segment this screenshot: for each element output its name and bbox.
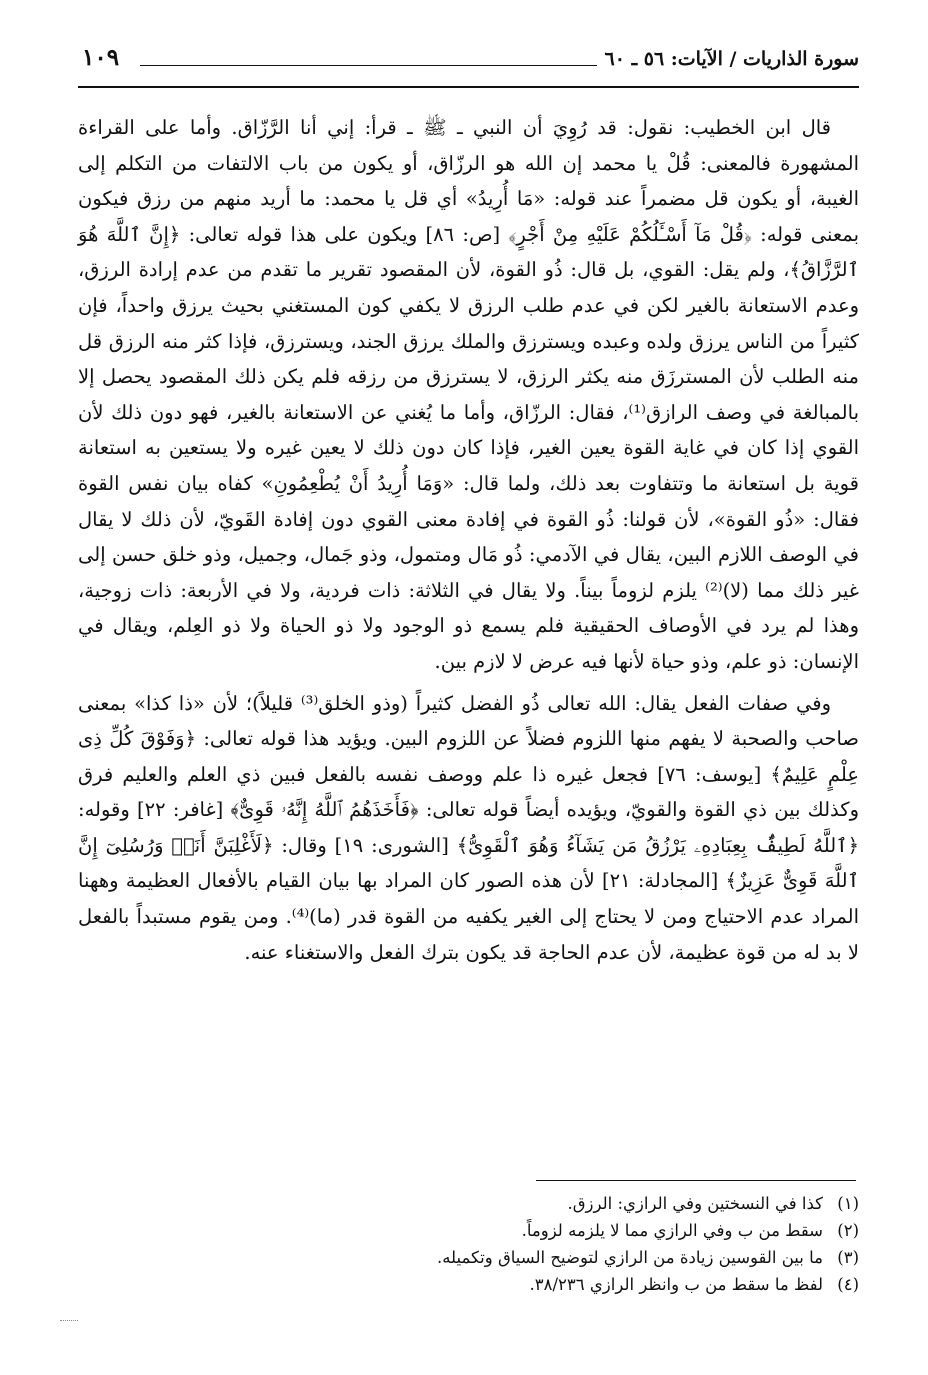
running-header (78, 40, 859, 88)
footnote-number: (٤) (837, 1275, 859, 1294)
footnote-text: كذا في النسختين وفي الرازي: الرزق. (567, 1194, 823, 1213)
footnote-text: سقط من ب وفي الرازي مما لا يلزمه لزوماً. (521, 1221, 823, 1240)
footnote-number: (١) (837, 1194, 859, 1213)
page-number: ١٠٩ (82, 44, 120, 71)
footnotes (78, 1190, 859, 1298)
footnote-item (78, 1190, 859, 1217)
footnote-text: لفظ ما سقط من ب وانظر الرازي ٣٨/٢٣٦. (529, 1275, 823, 1294)
paragraph: وفي صفات الفعل يقال: الله تعالى ذُو الفضل كثيراً (وذو الخلق⁽³⁾ قليلاً)؛ لأن «ذا كذا» بمعنى صاحب والصحبة لا يفهم منها اللزوم فضلاً عن اللزوم البين. ويؤيد هذا قوله تعالى: ﴿وَفَوْقَ كُلِّ ذِى عِلْمٍ عَلِيمٌ﴾ [يوسف: ٧٦] فجعل غيره ذا علم ووصف نفسه بالفعل فبين ذي العلم والعليم فرق وكذلك بين ذي القوة والقويّ، ويؤيده أيضاً قوله تعالى: ﴿فَأَخَذَهُمُ ٱللَّهُ إِنَّهُۥ قَوِىٌّ﴾ [غافر: ٢٢] وقوله: ﴿ٱللَّهُ لَطِيفٌۢ بِعِبَادِهِۦ يَرْزُقُ مَن يَشَآءُ وَهُوَ ٱلْقَوِىُّ﴾ [الشورى: ١٩] وقال: ﴿لَأَغْلِبَنَّ أَنَا۠ وَرُسُلِىٓ إِنَّ ٱللَّهَ قَوِىٌّ عَزِيزٌ﴾ [المجادلة: ٢١] لأن هذه الصور كان المراد بها بيان القيام بالأفعال العظيمة وههنا المراد عدم الاحتياج ومن لا يحتاج إلى الغير يكفيه من القوة قدر (ما)⁽⁴⁾. ومن يقوم مستبداً بالفعل لا بد له من قوة عظيمة، لأن عدم الحاجة قد يكون بترك الفعل والاستغناء عنه. (78, 691, 859, 964)
chapter-title: سورة الذاريات / الآيات: ٥٦ ـ ٦٠ (604, 48, 859, 70)
footnote-item (78, 1244, 859, 1271)
footnote-divider (536, 1180, 856, 1181)
header-rule (140, 65, 597, 66)
main-text (78, 110, 859, 970)
scan-mark (60, 1320, 78, 1321)
paragraph: قال ابن الخطيب: نقول: قد رُوِيَ أن النبي ـ ﷺ ـ قرأ: إني أنا الرَّزّاق. وأما على القراءة المشهورة فالمعنى: قُلْ يا محمد إن الله هو الرزّاق، أو يكون من باب الالتفات من التكلم إلى الغيبة، أو يكون قل مضمراً عند قوله: «مَا أُرِيدُ» أي قل يا محمد: ما أريد منهم من رزق فيكون بمعنى قوله: ﴿قُلْ مَآ أَسْـَٔلُكُمْ عَلَيْهِ مِنْ أَجْرٍ﴾ [ص: ٨٦] ويكون على هذا قوله تعالى: ﴿إِنَّ ٱللَّهَ هُوَ ٱلرَّزَّاقُ﴾، ولم يقل: القوي، بل قال: ذُو القوة، لأن المقصود تقرير ما تقدم من عدم إرادة الرزق، وعدم الاستعانة بالغير لكن في عدم طلب الرزق لا يكفي كون المستغني بحيث يرزق واحداً، فإن كثيراً من الناس يرزق ولده وعبده ويسترزق والملك يرزق الجند، ويسترزق، فإذا كثر منه الرزق قل منه الطلب لأن المسترزَق منه يكثر الرزق، لا يسترزق من رزقه فلم يكن ذلك المقصود يحصل إلا بالمبالغة في وصف الرازق⁽¹⁾، فقال: الرزّاق، وأما ما يُغني عن الاستعانة بالغير، فهو دون ذلك لأن القوي إذا كان في غاية القوة يعين الغير، فإذا كان دون ذلك لا يعين غيره ولا يستعين به استعانة قوية بل استعانة ما وتتفاوت بعد ذلك، ولما قال: «وَمَا أُرِيدُ أَنْ يُطْعِمُونِ» كفاه بيان نفس القوة فقال: «ذُو القوة»، لأن قولنا: ذُو القوة في إفادة معنى القوي دون إفادة القَويّ، لأن ذلك لا يقال في الوصف اللازم البين، يقال في الآدمي: ذُو مَال ومتمول، وذو جَمال، وجميل، وذو خلق حسن إلى غير ذلك مما (لا)⁽²⁾ يلزم لزوماً بيناً. ولا يقال في الثلاثة: ذات فردية، ولا في الأربعة: ذات زوجية، وهذا لم يرد في الأوصاف الحقيقية فلم يسمع ذو الوجود ولا ذو الحياة ولا ذو العِلم، ويقال في الإنسان: ذو علم، وذو حياة لأنها فيه عرض لا لازم بين. (78, 116, 859, 673)
footnote-number: (٢) (837, 1221, 859, 1240)
footnote-item (78, 1271, 859, 1298)
footnote-text: ما بين القوسين زيادة من الرازي لتوضيح السياق وتكميله. (436, 1248, 823, 1267)
footnote-number: (٣) (837, 1248, 859, 1267)
footnote-item (78, 1217, 859, 1244)
